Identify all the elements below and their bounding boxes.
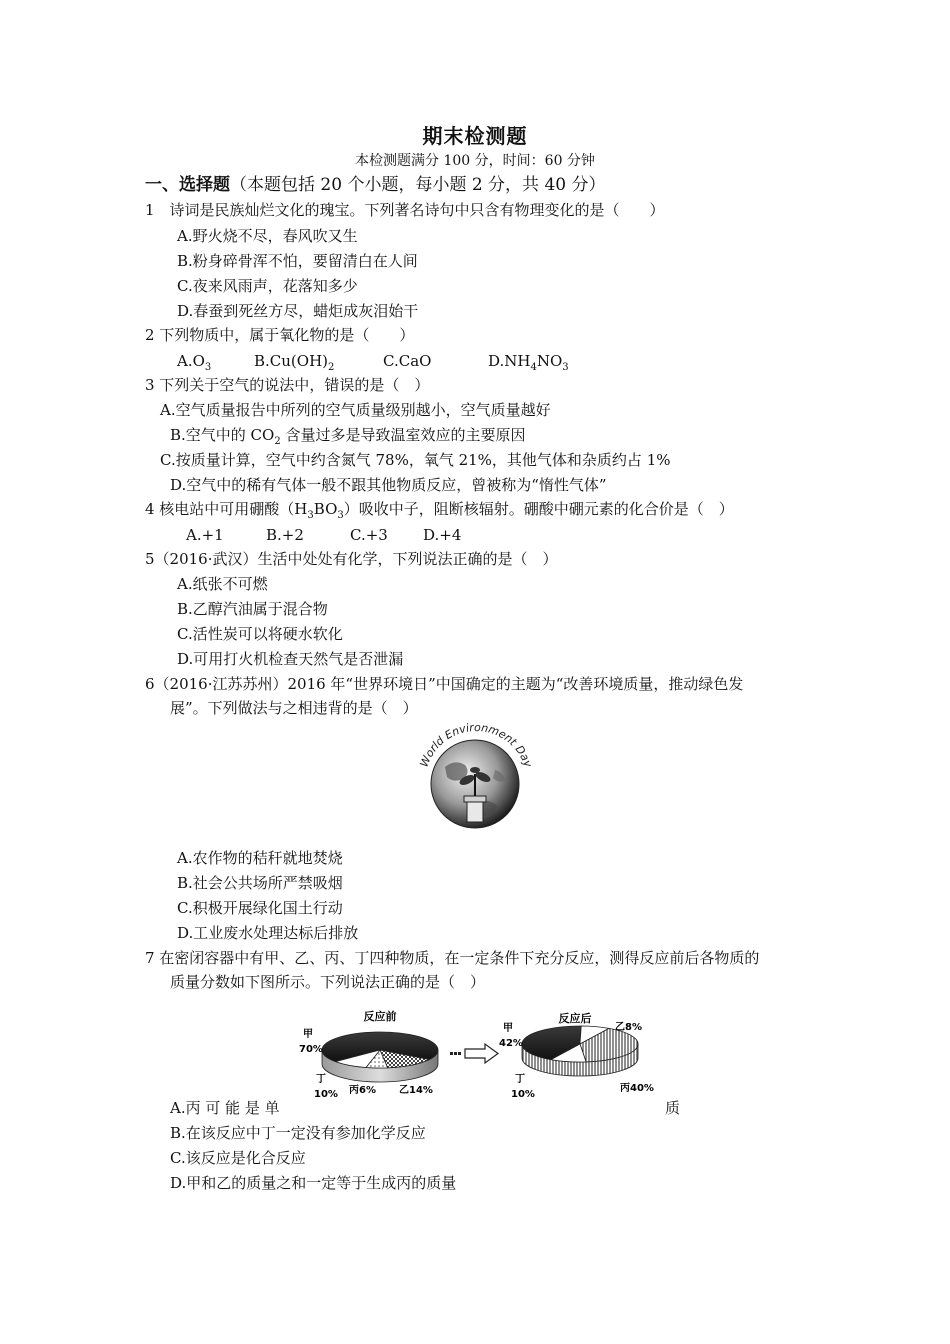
q5-option-d: D.可用打火机检查天然气是否泄漏 bbox=[177, 650, 404, 668]
q5-option-b: B.乙醇汽油属于混合物 bbox=[177, 600, 328, 618]
q3-stem: 3 下列关于空气的说法中，错误的是（ ） bbox=[145, 376, 430, 394]
q7-option-c: C.该反应是化合反应 bbox=[170, 1149, 306, 1167]
before-label-jia: 甲 bbox=[303, 1029, 313, 1040]
q7-stem-line1: 7 在密闭容器中有甲、乙、丙、丁四种物质，在一定条件下充分反应，测得反应前后各物质的 bbox=[145, 949, 760, 967]
q6-option-b: B.社会公共场所严禁吸烟 bbox=[177, 874, 343, 892]
q3-option-b: B.空气中的 $CO_2$ 含量过多是导致温室效应的主要原因 bbox=[170, 426, 526, 447]
before-label-bing: 丙6% bbox=[349, 1085, 376, 1096]
q3-option-a: A.空气质量报告中所列的空气质量级别越小，空气质量越好 bbox=[160, 401, 551, 419]
q4-option-d: D.+4 bbox=[423, 526, 462, 544]
q6-option-d: D.工业废水处理达标后排放 bbox=[177, 924, 359, 942]
q7-option-a-right: 质 bbox=[665, 1099, 681, 1117]
q5-option-a: A.纸张不可燃 bbox=[177, 575, 268, 593]
q1-stem: 1 诗词是民族灿烂文化的瑰宝。下列著名诗句中只含有物理变化的是（ ） bbox=[145, 201, 665, 219]
q1-option-a: A.野火烧不尽，春风吹又生 bbox=[177, 227, 358, 245]
q6-option-a: A.农作物的秸秆就地焚烧 bbox=[177, 849, 343, 867]
q4-stem: 4 核电站中可用硼酸$(H_3BO_3)$吸收中子，阻断核辐射。硼酸中硼元素的化合价是（ ） bbox=[145, 500, 734, 521]
q2-option-a: $A.O_3$ bbox=[177, 352, 212, 373]
page-title: 期末检测题 bbox=[422, 124, 528, 148]
before-label-ding-pct: 10% bbox=[314, 1089, 338, 1100]
q4-option-b: B.+2 bbox=[266, 526, 304, 544]
world-environment-day-logo bbox=[415, 722, 537, 834]
q6-stem-line2: 展”。下列做法与之相违背的是（ ） bbox=[170, 699, 418, 717]
q4-option-c: C.+3 bbox=[350, 526, 388, 544]
q5-stem: 5（2016·武汉）生活中处处有化学，下列说法正确的是（ ） bbox=[145, 550, 558, 568]
section-heading bbox=[145, 175, 606, 195]
after-label-jia: 甲 bbox=[503, 1023, 513, 1034]
q4-option-a: A.+1 bbox=[186, 526, 224, 544]
q7-pie-charts bbox=[285, 1004, 665, 1100]
before-label-yi: 乙14% bbox=[399, 1085, 433, 1096]
pie-before bbox=[322, 1032, 438, 1082]
before-label-ding: 丁 bbox=[316, 1074, 326, 1085]
q2-stem: 2 下列物质中，属于氧化物的是（ ） bbox=[145, 326, 415, 344]
after-label-jia-pct: 42% bbox=[499, 1038, 523, 1049]
q2-option-b: $B.Cu(OH)_2$ bbox=[254, 352, 335, 373]
after-title: 反应后 bbox=[558, 1012, 592, 1025]
q7-option-a-left: A.丙 可 能 是 单 bbox=[170, 1099, 280, 1117]
q6-stem-line1: 6（2016·江苏苏州）2016 年“世界环境日”中国确定的主题为“改善环境质量，推动绿色发 bbox=[145, 675, 744, 693]
q2-option-c: C.CaO bbox=[383, 352, 432, 370]
page-subtitle: 本检测题满分 100 分，时间：60 分钟 bbox=[355, 153, 595, 169]
q1-option-b: B.粉身碎骨浑不怕，要留清白在人间 bbox=[177, 252, 418, 270]
q5-option-c: C.活性炭可以将硬水软化 bbox=[177, 625, 343, 643]
before-label-jia-pct: 70% bbox=[299, 1044, 323, 1055]
section-title: 一、选择题 bbox=[145, 175, 230, 195]
section-note: （本题包括 20 个小题，每小题 2 分，共 40 分） bbox=[230, 175, 606, 195]
q1-option-d: D.春蚕到死丝方尽，蜡炬成灰泪始干 bbox=[177, 302, 419, 320]
after-label-bing: 丙40% bbox=[620, 1083, 654, 1094]
after-label-ding: 丁 bbox=[515, 1074, 525, 1085]
q3-option-c: C.按质量计算，空气中约含氮气 78%，氧气 21%，其他气体和杂质约占 1% bbox=[160, 451, 671, 469]
after-label-ding-pct: 10% bbox=[511, 1089, 535, 1100]
q7-stem-line2: 质量分数如下图所示。下列说法正确的是（ ） bbox=[170, 973, 486, 991]
q7-option-d: D.甲和乙的质量之和一定等于生成丙的质量 bbox=[170, 1174, 457, 1192]
after-label-yi: 乙8% bbox=[615, 1022, 642, 1033]
arrow-icon bbox=[450, 1044, 498, 1063]
q1-option-c: C.夜来风雨声，花落知多少 bbox=[177, 277, 358, 295]
pie-after bbox=[522, 1026, 638, 1076]
before-title: 反应前 bbox=[363, 1010, 397, 1023]
q3-option-d: D.空气中的稀有气体一般不跟其他物质反应，曾被称为“惰性气体” bbox=[170, 476, 607, 494]
q6-option-c: C.积极开展绿化国土行动 bbox=[177, 899, 343, 917]
q7-option-b: B.在该反应中丁一定没有参加化学反应 bbox=[170, 1124, 426, 1142]
logo-text: World Environment Day bbox=[417, 722, 535, 769]
q2-option-d: $D.NH_4NO_3$ bbox=[488, 352, 569, 373]
